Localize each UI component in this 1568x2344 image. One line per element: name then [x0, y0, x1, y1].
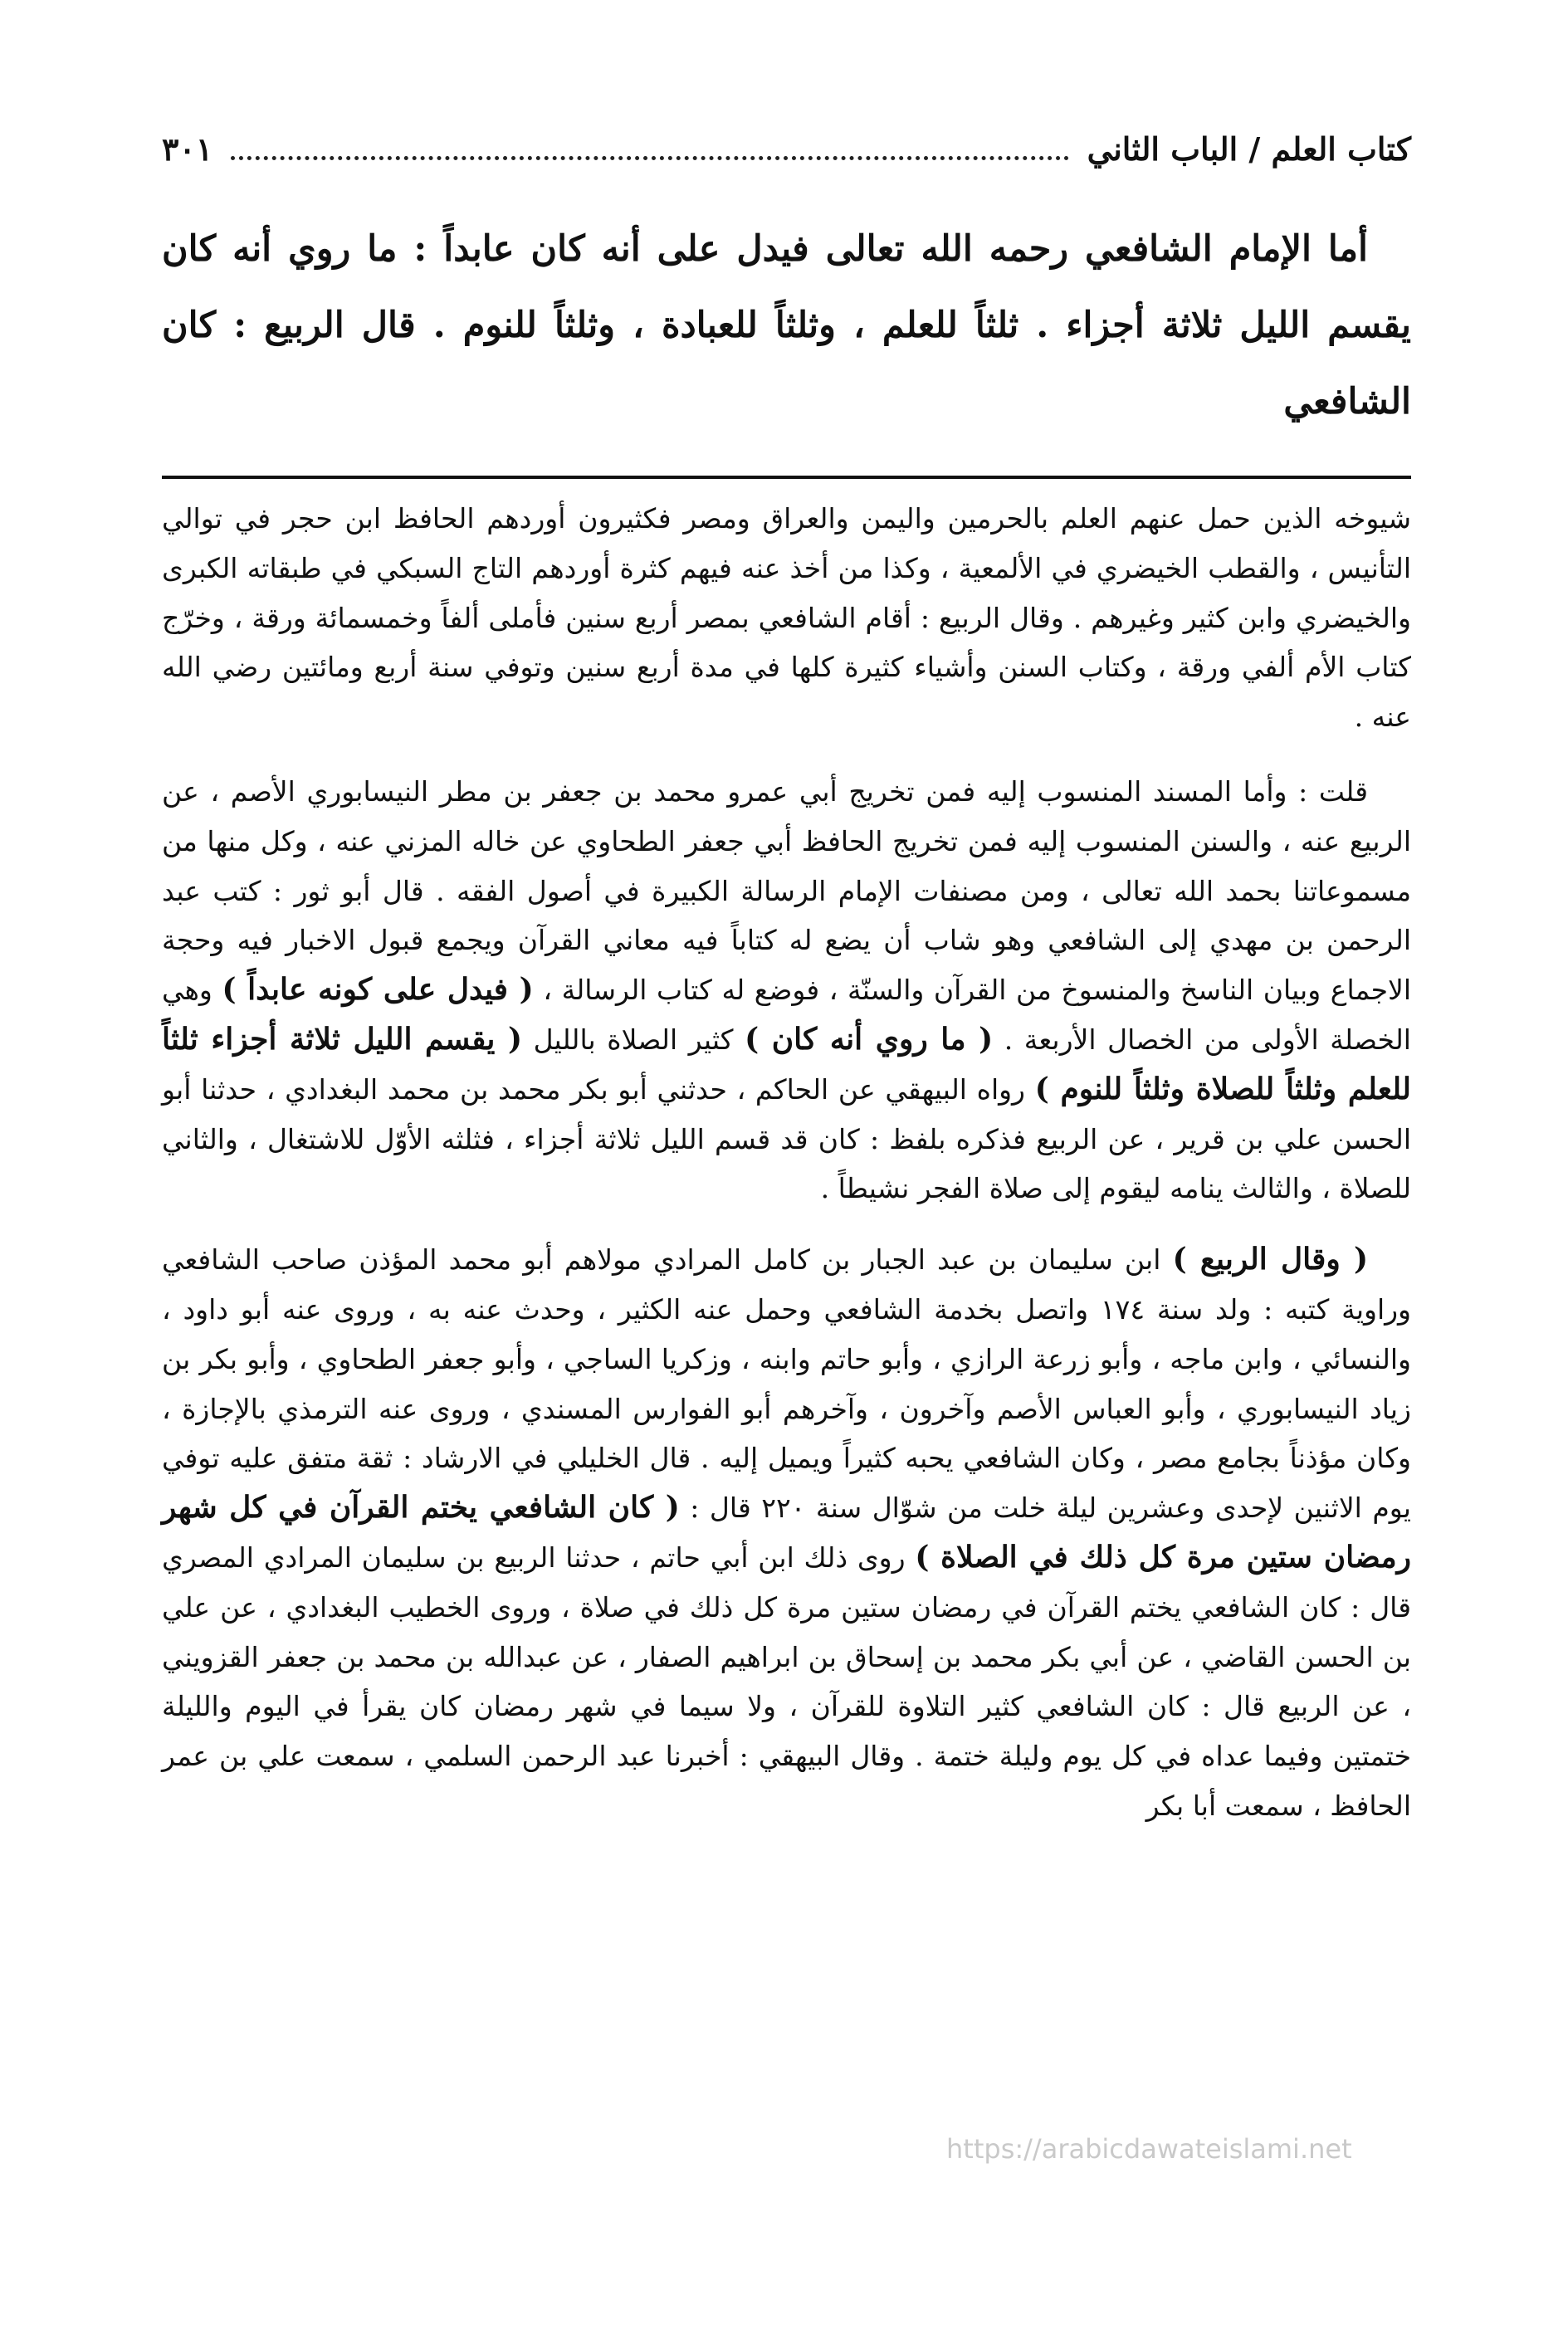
footnote-text: وهي الخصلة الأولى من الخصال الأربعة .: [162, 974, 1411, 1056]
running-header: [162, 125, 1411, 178]
footnote-text: ابن سليمان بن عبد الجبار بن كامل المرادي مولاهم أبو محمد المؤذن صاحب الشافعي وراوية كتبه : ولد سنة ١٧٤ واتصل بخدمة الشافعي وحمل عنه الكثير ، وحدث عنه به ، وروى عنه أبو داود ، والنسائي ، وابن ماجه ، وأبو زرعة الرازي ، وأبو حاتم وابنه ، وزكريا الساجي ، وأبو جعفر الطحاوي ، وأبو بكر بن زياد النيسابوري ، وأبو العباس الأصم وآخرون ، وآخرهم أبو الفوارس المسندي ، وروى عنه الترمذي بالإجازة ، وكان مؤذناً بجامع مصر ، وكان الشافعي يحبه كثيراً ويميل إليه . قال الخليلي في الارشاد : ثقة متفق عليه توفي يوم الاثنين لإحدى وعشرين ليلة خلت من شوّال سنة ٢٢٠ قال :: [162, 1243, 1411, 1525]
footnote-paragraph-3: [162, 1235, 1411, 1831]
quoted-phrase: ( وقال الربيع ): [1172, 1242, 1368, 1277]
quoted-phrase: ( فيدل على كونه عابداً ): [222, 972, 534, 1008]
quoted-phrase: ( يقسم الليل ثلاثة أجزاء ثلثاً للعلم وثلثاً للصلاة وثلثاً للنوم ): [162, 1021, 1411, 1106]
main-paragraph: أما الإمام الشافعي رحمه الله تعالى فيدل على أنه كان عابداً : ما روي أنه كان يقسم الليل ثلاثة أجزاء . ثلثاً للعلم ، وثلثاً للعبادة ، وثلثاً للنوم . قال الربيع : كان الشافعي: [162, 228, 1411, 422]
quoted-phrase: ( كان الشافعي يختم القرآن في كل شهر رمضان ستين مرة كل ذلك في الصلاة ): [162, 1490, 1411, 1575]
watermark-url: https://arabicdawateislami.net: [946, 2133, 1352, 2165]
footnote-text: قلت : وأما المسند المنسوب إليه فمن تخريج أبي عمرو محمد بن جعفر بن مطر النيسابوري الأصم ، عن الربيع عنه ، والسنن المنسوب إليه فمن تخريج الحافظ أبي جعفر الطحاوي عن خاله المزني عنه ، وكل منها من مسموعاتنا بحمد الله تعالى ، ومن مصنفات الإمام الرسالة الكبيرة في أصول الفقه . قال أبو ثور : كتب عبد الرحمن بن مهدي إلى الشافعي وهو شاب أن يضع له كتاباً فيه معاني القرآن ويجمع قبول الاخبار فيه وحجة الاجماع وبيان الناسخ والمنسوخ من القرآن والسنّة ، فوضع له كتاب الرسالة ،: [162, 774, 1411, 1007]
footnote-divider: [162, 476, 1411, 479]
quoted-phrase: ( ما روي أنه كان ): [745, 1021, 994, 1057]
footnote-paragraph-1: شيوخه الذين حمل عنهم العلم بالحرمين واليمن والعراق ومصر فكثيرون أوردهم الحافظ ابن حجر في توالي التأنيس ، والقطب الخيضري في الألمعية ، وكذا من أخذ عنه فيهم كثرة أوردهم التاج السبكي في طبقاته الكبرى والخيضري وابن كثير وغيرهم . وقال الربيع : أقام الشافعي بمصر أربع سنين فأملى ألفاً وخمسمائة ورقة ، وخرّج كتاب الأم ألفي ورقة ، وكتاب السنن وأشياء كثيرة كلها في مدة أربع سنين وتوفي سنة أربع ومائتين رضي الله عنه .: [162, 502, 1411, 734]
header-dot-leader: [231, 134, 1068, 160]
book-page: [162, 125, 1411, 2299]
footnote-paragraph-2: [162, 767, 1411, 1214]
footnote-text: روى ذلك ابن أبي حاتم ، حدثنا الربيع بن سليمان المرادي المصري قال : كان الشافعي يختم القرآن في رمضان ستين مرة كل ذلك في صلاة ، وروى الخطيب البغدادي ، عن علي بن الحسن القاضي ، عن أبي بكر محمد بن إسحاق بن ابراهيم الصفار ، عن عبدالله بن محمد بن جعفر القزويني ، عن الربيع قال : كان الشافعي كثير التلاوة للقرآن ، ولا سيما في شهر رمضان كان يقرأ في اليوم والليلة ختمتين وفيما عداه في كل يوم وليلة ختمة . وقال البيهقي : أخبرنا عبد الرحمن السلمي ، سمعت علي بن عمر الحافظ ، سمعت أبا بكر: [162, 1541, 1412, 1822]
footnote-text: رواه البيهقي عن الحاكم ، حدثني أبو بكر محمد بن محمد البغدادي ، حدثنا أبو الحسن علي بن قرير ، عن الربيع فذكره بلفظ : كان قد قسم الليل ثلاثة أجزاء ، فثلثه الأوّل للاشتغال ، والثاني للصلاة ، والثالث ينامه ليقوم إلى صلاة الفجر نشيطاً .: [162, 1072, 1411, 1205]
page-number: ٣٠١: [162, 130, 213, 168]
footnote-text: كثير الصلاة بالليل: [533, 1023, 734, 1056]
chapter-title: كتاب العلم / الباب الثاني: [1087, 130, 1411, 168]
